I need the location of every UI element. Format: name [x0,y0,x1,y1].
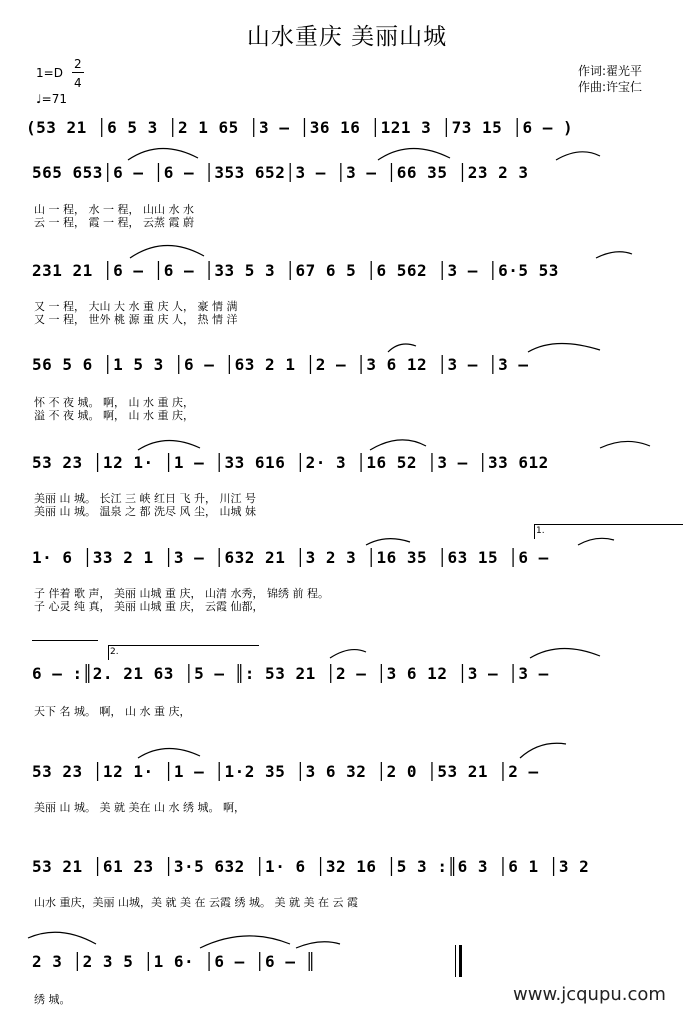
score-line-9-notes: 53 21 │61 23 │3·5 632 │1· 6 │32 16 │5 3 :║6 3 │6 1 │3 2 [32,857,590,876]
slur [28,932,96,944]
score-line-5-notes: 53 23 │12 1· │1 – │33 616 │2· 3 │16 52 │3 – │33 612 [32,453,549,472]
score-line-10-lyrics: 绣 城。 [34,993,71,1006]
score-line-6-lyrics-verse1: 子 伴着 歌 声， 美丽 山城 重 庆， 山清 水秀， 锦绣 前 程。 [34,587,329,600]
slur [596,252,632,258]
score-line-4-lyrics-verse2: 溢 不 夜 城。 啊， 山 水 重 庆， [34,409,194,422]
score-line-7-notes: 6 – :║2. 21 63 │5 – ║: 53 21 │2 – │3 6 12 │3 – │3 – [32,664,549,683]
score-line-3-lyrics-verse1: 又 一 程， 大山 大 水 重 庆 人， 豪 情 满 [34,300,238,313]
slur [366,539,410,545]
time-signature-top: 2 [74,57,82,71]
slur [600,441,650,448]
slur [330,650,366,658]
composer-credit: 作曲:许宝仁 [578,80,643,94]
score-line-3-notes: 231 21 │6 – │6 – │33 5 3 │67 6 5 │6 562 │3 – │6·5 53 [32,261,559,280]
time-signature-bottom: 4 [74,76,82,90]
score-line-6-lyrics-verse2: 子 心灵 纯 真， 美丽 山城 重 庆， 云霞 仙都， [34,600,264,613]
slur [528,343,600,352]
lyricist-credit: 作词:翟光平 [578,64,643,78]
slur [520,743,566,758]
score-line-9-lyrics: 山水 重庆，美丽 山城，美 就 美 在 云霞 绣 城。 美 就 美 在 云 霞 [34,896,358,909]
score-line-2-notes: 565 653│6 – │6 – │353 652│3 – │3 – │66 35 │23 2 3 [32,163,529,182]
slur [556,152,600,160]
slur [200,936,290,948]
slur [530,648,600,658]
score-line-5-lyrics-verse2: 美丽 山 城。 温泉 之 都 洗尽 风 尘， 山城 妹 [34,505,256,518]
score-line-10-notes: 2 3 │2 3 5 │1 6· │6 – │6 – ║ [32,952,316,971]
slur [296,942,340,948]
slur [128,148,198,160]
score-line-1-notes: (53 21 │6 5 3 │2 1 65 │3 – │36 16 │121 3 │73 15 │6 – ) [26,118,574,137]
watermark-url: www.jcqupu.com [513,984,666,1005]
slur [130,245,204,258]
first-ending-marker: 1. [536,526,545,536]
score-line-3-lyrics-verse2: 又 一 程， 世外 桃 源 重 庆 人， 热 情 洋 [34,313,238,326]
slur [578,538,614,545]
slur [378,148,450,160]
score-line-8-notes: 53 23 │12 1· │1 – │1·2 35 │3 6 32 │2 0 │53 21 │2 – [32,762,539,781]
slur [370,440,426,450]
second-ending-marker: 2. [110,647,119,657]
score-line-4-notes: 56 5 6 │1 5 3 │6 – │63 2 1 │2 – │3 6 12 │3 – │3 – [32,355,529,374]
score-line-6-notes: 1· 6 │33 2 1 │3 – │632 21 │3 2 3 │16 35 │63 15 │6 – [32,548,549,567]
score-line-2-lyrics-verse1: 山 一 程， 水 一 程， 山山 水 水 [34,203,194,216]
slur [388,344,416,352]
key-signature: 1=D [36,66,63,80]
song-title: 山水重庆 美丽山城 [246,24,448,50]
score-line-2-lyrics-verse2: 云 一 程， 霞 一 程， 云蒸 霞 蔚 [34,216,194,229]
score-line-7-lyrics: 天下 名 城。 啊， 山 水 重 庆， [34,705,191,718]
slur [138,440,200,450]
slur [138,748,200,758]
score-line-4-lyrics-verse1: 怀 不 夜 城。 啊， 山 水 重 庆， [34,396,194,409]
score-line-5-lyrics-verse1: 美丽 山 城。 长江 三 峡 红日 飞 升， 川江 号 [34,492,256,505]
tempo-marking: ♩=71 [36,92,67,106]
score-line-8-lyrics: 美丽 山 城。 美 就 美在 山 水 绣 城。 啊， [34,801,245,814]
